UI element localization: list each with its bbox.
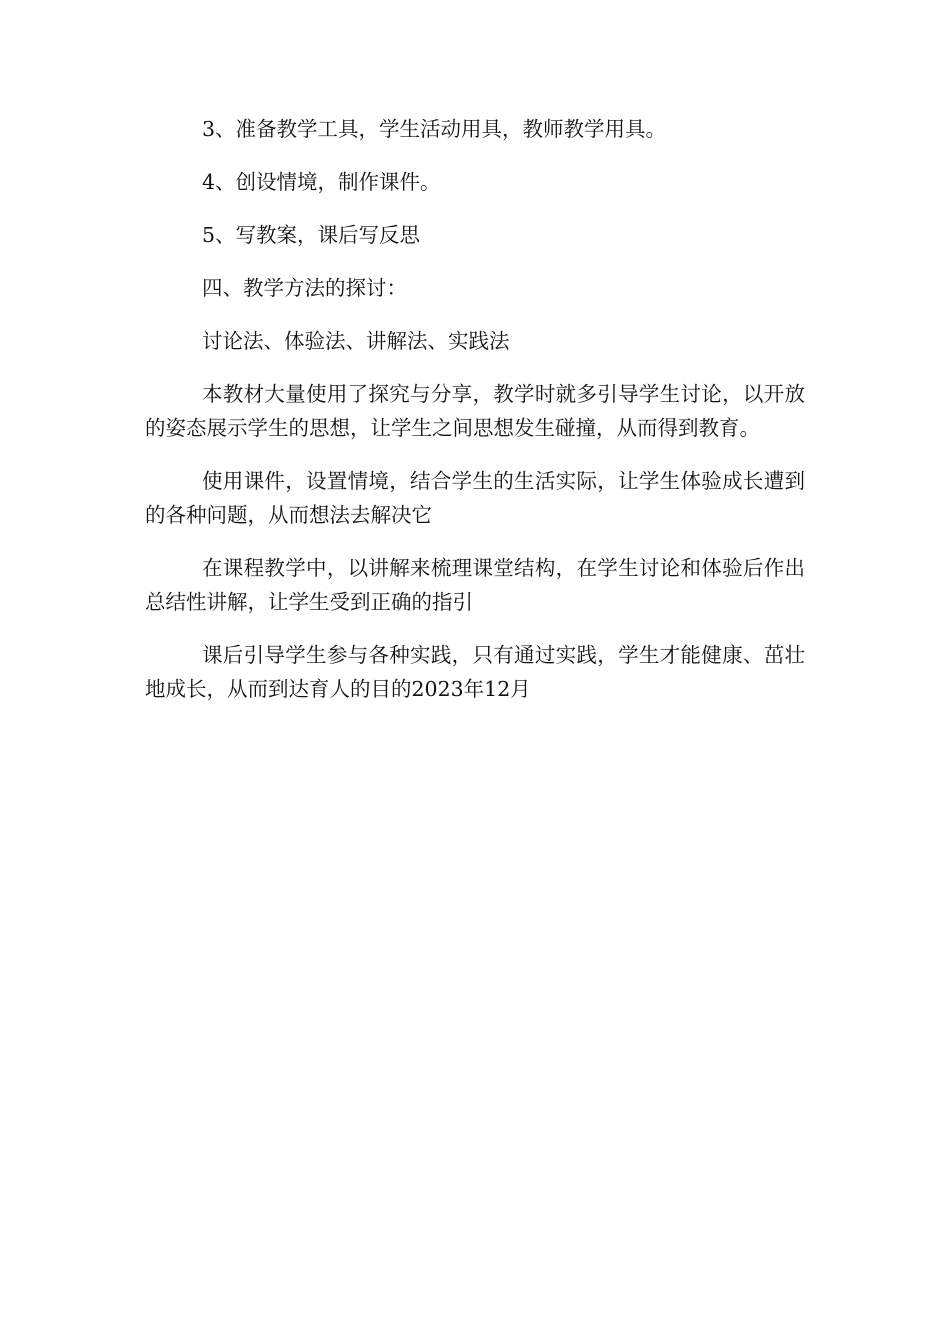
paragraph-explanation-method: 在课程教学中，以讲解来梳理课堂结构，在学生讨论和体验后作出总结性讲解，让学生受到正确的指引 [145, 556, 805, 614]
section-heading-teaching-methods: 四、教学方法的探讨： [202, 276, 407, 300]
paragraph-write-lesson-plan: 5、写教案，课后写反思 [202, 223, 421, 247]
paragraph-method-list: 讨论法、体验法、讲解法、实践法 [202, 329, 510, 353]
paragraph-discussion-method: 本教材大量使用了探究与分享，教学时就多引导学生讨论，以开放的姿态展示学生的思想，让学生之间思想发生碰撞，从而得到教育。 [145, 382, 805, 440]
paragraph-prepare-tools: 3、准备教学工具，学生活动用具，教师教学用具。 [202, 117, 667, 141]
paragraph-create-scenario: 4、创设情境，制作课件。 [202, 170, 441, 194]
paragraph-experience-method: 使用课件，设置情境，结合学生的生活实际，让学生体验成长遭到的各种问题，从而想法去解决它 [145, 469, 805, 527]
document-body [145, 112, 805, 706]
paragraph-practice-method: 课后引导学生参与各种实践，只有通过实践，学生才能健康、茁壮地成长，从而到达育人的目的2023年12月 [145, 643, 805, 701]
